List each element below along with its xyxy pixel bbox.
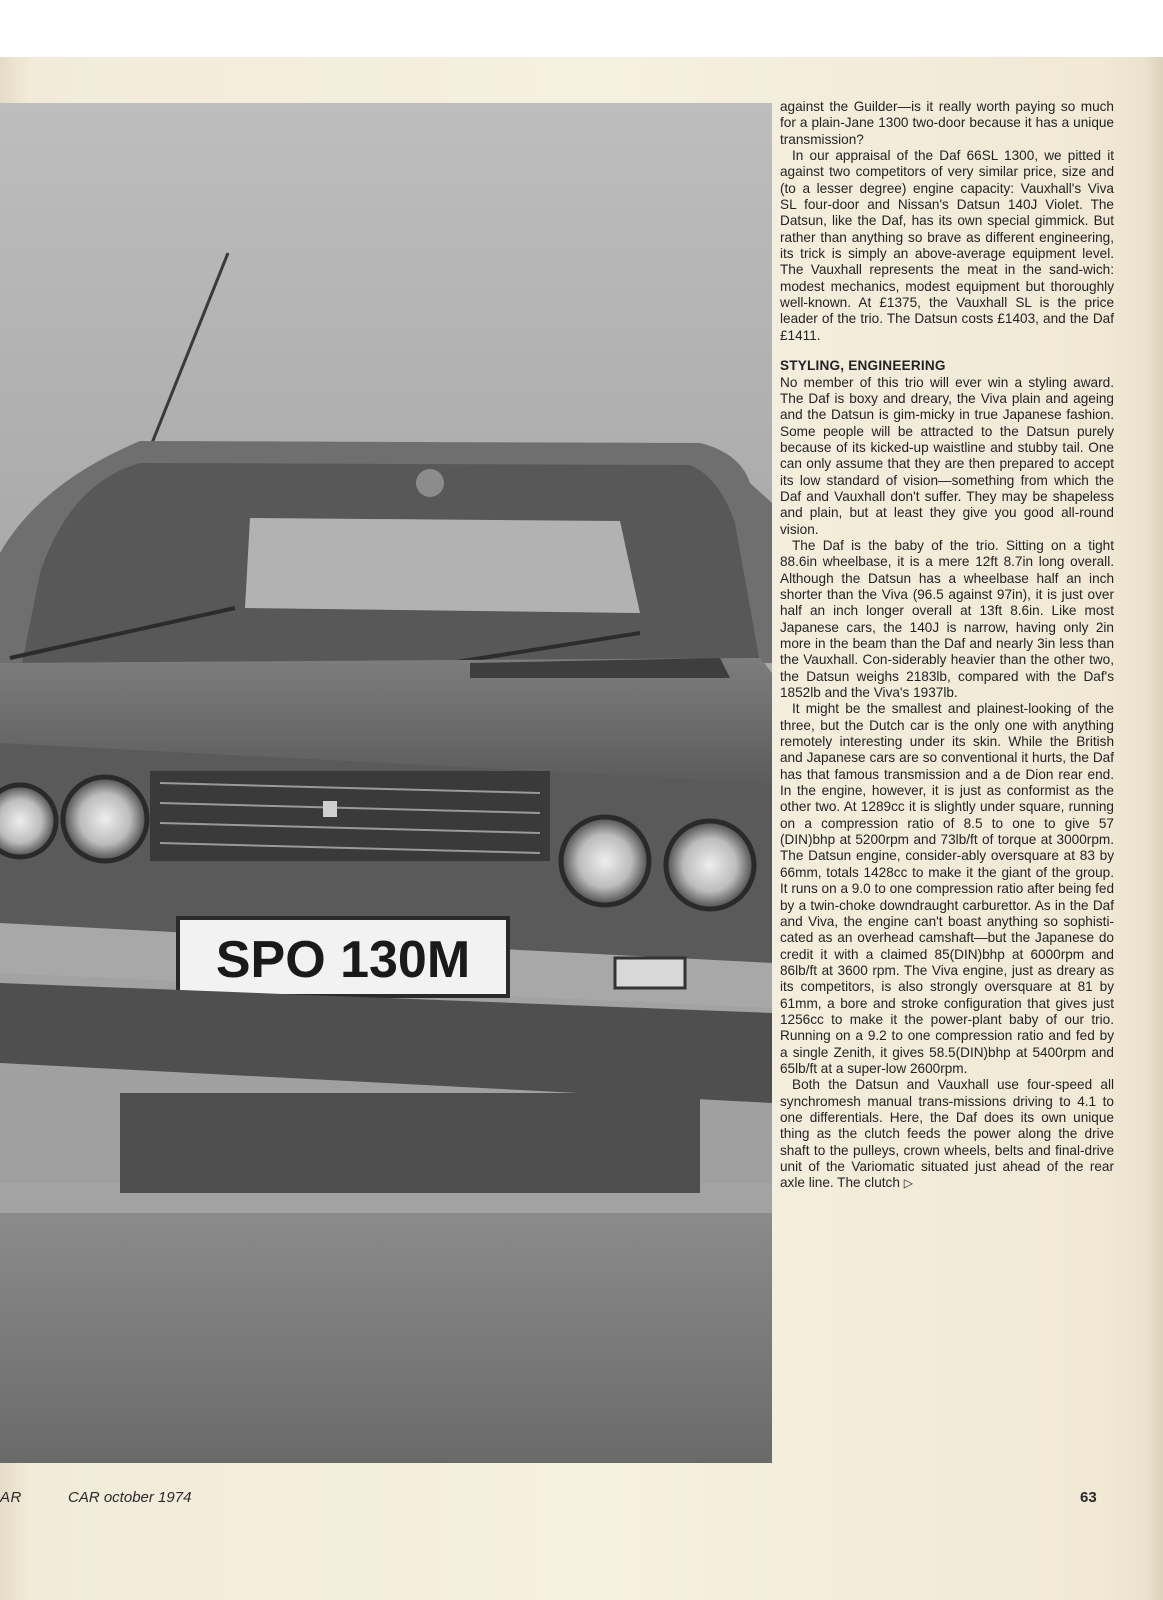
article-column (780, 99, 1114, 1192)
page-number: 63 (1080, 1489, 1097, 1506)
page-edge (1143, 57, 1163, 1600)
car-photo (0, 103, 772, 1463)
article-paragraph: In our appraisal of the Daf 66SL 1300, we pitted it against two competitors of very similar price, size and (to a lesser degree) engine capacity: Vauxhall's Viva SL four-door and Nissan's Datsun 140J Violet. The Datsun, like the Daf, has its own special gimmick. But rather than anything so brave as different engineering, its trick is simply an above-average equipment level. The Vauxhall represents the meat in the sand-wich: modest mechanics, modest equipment but thoroughly well-known. At £1375, the Vauxhall SL is the price leader of the trio. The Datsun costs £1403, and the Daf £1411. (780, 148, 1114, 343)
number-plate: SPO 130M (215, 931, 471, 989)
magazine-issue: CAR october 1974 (68, 1489, 192, 1506)
article-paragraph: against the Guilder—is it really worth paying so much for a plain-Jane 1300 two-door because it has a unique transmission? (780, 99, 1114, 147)
article-paragraph: The Daf is the baby of the trio. Sitting on a tight 88.6in wheelbase, it is a mere 12ft 8.7in long overall. Although the Datsun has a wheelbase half an inch shorter than the Viva (96.5 against 97in), it is just over half an inch longer overall at 13ft 8.6in. Like most Japanese cars, the 140J is narrow, having only 2in more in the beam than the Daf and nearly 3in less than the Vauxhall. Con-siderably heavier than the other two, the Datsun weighs 2183lb, compared with the Daf's 1852lb and the Viva's 1937lb. (780, 537, 1114, 701)
article-paragraph: It might be the smallest and plainest-looking of the three, but the Dutch car is the only one with anything remotely interesting under its skin. While the British and Japanese cars are so conventional it hurts, the Daf has that famous transmission and a de Dion rear end. In the engine, however, it is just as conformist as the other two. At 1289cc it is slightly under square, running on a compression ratio of 8.5 to one to give 57 (DIN)bhp at 5200rpm and 73lb/ft of torque at 3000rpm. The Datsun engine, consider-ably oversquare at 83 by 66mm, totals 1428cc to make it the giant of the group. It runs on a 9.0 to one compression ratio after being fed by a twin-choke downdraught carburettor. As in the Daf and Viva, the engine can't boast anything so sophisti-cated as an overhead camshaft—but the Japanese do credit it with a claimed 85(DIN)bhp at 6000rpm and 86lb/ft at 3600 rpm. The Viva engine, just as dreary as its competitors, is also strongly oversquare at 81 by 61mm, a bore and stroke configuration that gives just 1256cc to make it the power-plant baby of our trio. Running on a 9.2 to one compression ratio and fed by a single Zenith, it gives 58.5(DIN)bhp at 5400rpm and 65lb/ft at a super-low 2600rpm. (780, 701, 1115, 1076)
scan-margin (0, 0, 1163, 57)
car-illustration (0, 103, 772, 1463)
article-paragraph: No member of this trio will ever win a styling award. The Daf is boxy and dreary, the Viva plain and ageing and the Datsun is gim-micky in true Japanese fashion. Some people will be attracted to the Datsun purely because of its kicked-up waistline and stubby tail. One can only assume that they are then prepared to accept its low standard of vision—something from which the Daf and Vauxhall don't suffer. They may be shapeless and plain, but at least they give you good all-round vision. (780, 374, 1114, 537)
section-heading: STYLING, ENGINEERING (780, 358, 946, 374)
article-paragraph-text: Both the Datsun and Vauxhall use four-speed all synchromesh manual trans-missions driving to 4.1 to one differentials. Here, the Daf does its own unique thing as the clutch feeds the power along the drive shaft to the pulleys, crown wheels, belts and final-drive unit of the Variomatic situated just ahead of the rear axle line. The clutch (780, 1077, 1114, 1191)
article-paragraph-last (780, 1077, 1114, 1191)
footer-left-fragment: AR (0, 1489, 22, 1506)
continue-marker: ▷ (903, 1176, 913, 1191)
